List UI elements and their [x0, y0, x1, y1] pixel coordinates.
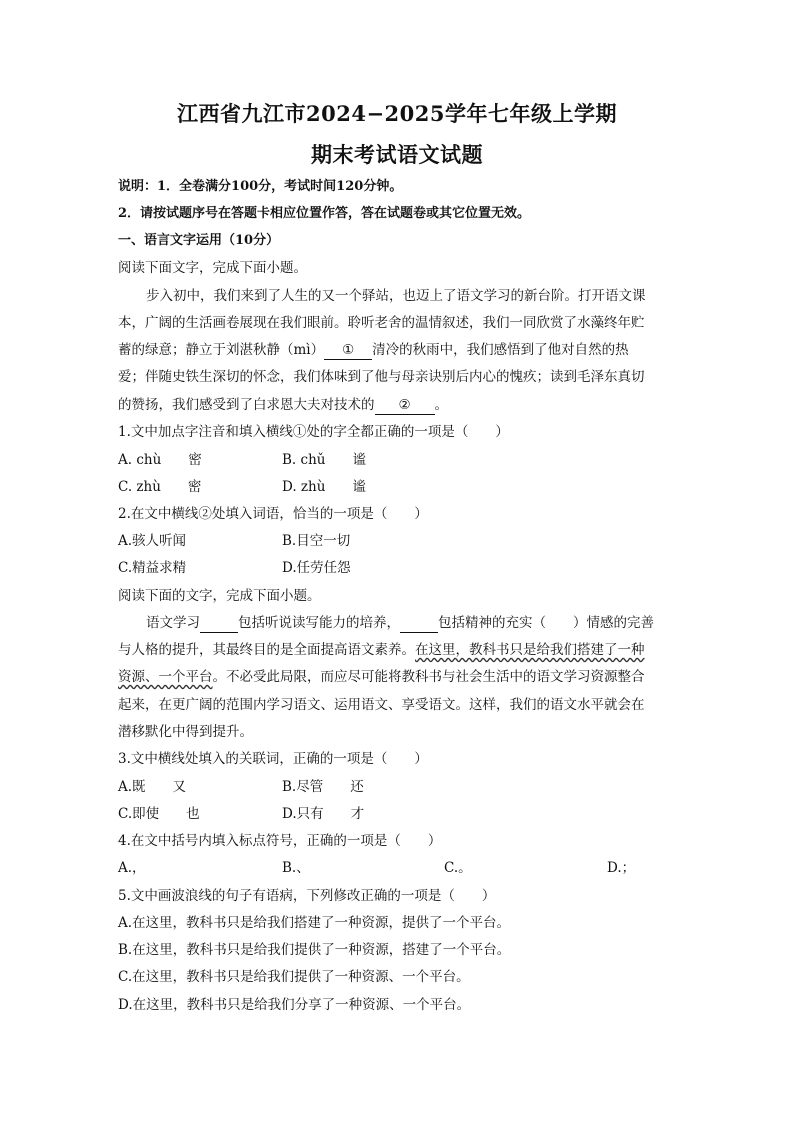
reading1-para-line3: [118, 341, 678, 360]
q5-option-d[interactable]: D.在这里，教科书只是给我们分享了一种资源、一个平台。: [118, 997, 471, 1013]
reading1-para-line5: [118, 396, 678, 415]
reading2-text: 语文学习: [146, 615, 200, 631]
q3-option-b[interactable]: B.尽管 还: [282, 779, 364, 795]
q2-option-b[interactable]: B.目空一切: [282, 533, 351, 549]
reading1-text: 蓄的绿意；静立于刘湛秋静（mì）: [118, 342, 325, 358]
reading2-para-line4: 起来，在更广阔的范围内学习语文、运用语文、享受语文。这样，我们的语文水平就会在: [118, 697, 645, 713]
q3-option-a[interactable]: A.既 又: [118, 779, 187, 795]
q1-option-c[interactable]: C. zhù 密: [118, 479, 202, 495]
blank-1: ①: [324, 341, 372, 360]
reading2-text: 。不必受此局限，而应尽可能将教科书与社会生活中的语文学习资源整合: [212, 669, 645, 685]
reading2-text: 包括精神的充实（ ）情感的完善: [438, 615, 654, 631]
reading1-text: 清冷的秋雨中，我们感悟到了他对自然的热: [372, 342, 629, 358]
wavy-sentence-part2: 资源、一个平台: [118, 669, 213, 685]
q4-option-b[interactable]: B.、: [282, 860, 310, 876]
q2-option-a[interactable]: A.骇人听闻: [118, 533, 187, 549]
reading2-para-line5: 潜移默化中得到提升。: [118, 724, 253, 740]
reading2-intro: 阅读下面的文字，完成下面小题。: [118, 588, 321, 604]
reading1-text: 的赞扬，我们感受到了白求恩大夫对技术的: [118, 397, 375, 413]
q5-option-c[interactable]: C.在这里，教科书只是给我们提供了一种资源、一个平台。: [118, 969, 470, 985]
reading2-para-line2: [118, 641, 678, 659]
wavy-sentence-part1: 在这里，教科书只是给我们搭建了一种: [415, 642, 645, 658]
reading2-para-line3: [118, 668, 678, 686]
blank-connective-2: [400, 614, 438, 633]
q3-option-d[interactable]: D.只有 才: [282, 806, 365, 822]
reading2-para-line1: [146, 614, 678, 633]
blank-connective-1: [200, 614, 238, 633]
section-heading: 一、语言文字运用（10分）: [118, 233, 280, 248]
reading2-text: 包括听说读写能力的培养，: [238, 615, 400, 631]
q1-option-b[interactable]: B. chǔ 谧: [282, 452, 366, 468]
q4-option-d[interactable]: D.；: [607, 860, 636, 876]
question-4-stem: 4.在文中括号内填入标点符号，正确的一项是（ ）: [118, 833, 442, 849]
question-2-stem: 2.在文中横线②处填入词语，恰当的一项是（ ）: [118, 506, 428, 522]
q4-option-a[interactable]: A.，: [118, 860, 146, 876]
reading2-text: 与人格的提升，其最终目的是全面提高语文素养。: [118, 642, 415, 658]
reading1-text: 。: [434, 397, 448, 413]
q1-option-d[interactable]: D. zhù 谧: [282, 479, 366, 495]
q2-option-c[interactable]: C.精益求精: [118, 560, 187, 576]
question-3-stem: 3.文中横线处填入的关联词，正确的一项是（ ）: [118, 751, 428, 767]
instruction-line-2: 2．请按试题序号在答题卡相应位置作答，答在试题卷或其它位置无效。: [118, 206, 531, 221]
question-1-stem: 1.文中加点字注音和填入横线①处的字全都正确的一项是（ ）: [118, 424, 509, 440]
question-5-stem: 5.文中画波浪线的句子有语病，下列修改正确的一项是（ ）: [118, 888, 496, 904]
reading1-intro: 阅读下面文字，完成下面小题。: [118, 260, 307, 276]
q1-option-a[interactable]: A. chù 密: [118, 452, 202, 468]
exam-title-line2: 期末考试语文试题: [311, 142, 483, 167]
q4-option-c[interactable]: C.。: [444, 860, 472, 876]
instruction-line-1: 说明：1．全卷满分100分，考试时间120分钟。: [118, 179, 403, 194]
q5-option-a[interactable]: A.在这里，教科书只是给我们搭建了一种资源，提供了一个平台。: [118, 915, 511, 931]
q3-option-c[interactable]: C.即使 也: [118, 806, 200, 822]
reading1-para-line2: 本，广阔的生活画卷展现在我们眼前。聆听老舍的温情叙述，我们一同欣赏了水藻终年贮: [118, 315, 645, 331]
reading1-para-line1: 步入初中，我们来到了人生的又一个驿站，也迈上了语文学习的新台阶。打开语文课: [146, 288, 646, 304]
reading1-para-line4: 爱；伴随史铁生深切的怀念，我们体味到了他与母亲诀别后内心的愧疚；读到毛泽东真切: [118, 369, 645, 385]
q2-option-d[interactable]: D.任劳任怨: [282, 560, 351, 576]
exam-title-line1: 江西省九江市2024−2025学年七年级上学期: [177, 101, 617, 126]
q5-option-b[interactable]: B.在这里，教科书只是给我们提供了一种资源，搭建了一个平台。: [118, 942, 511, 958]
blank-2: ②: [375, 396, 435, 415]
